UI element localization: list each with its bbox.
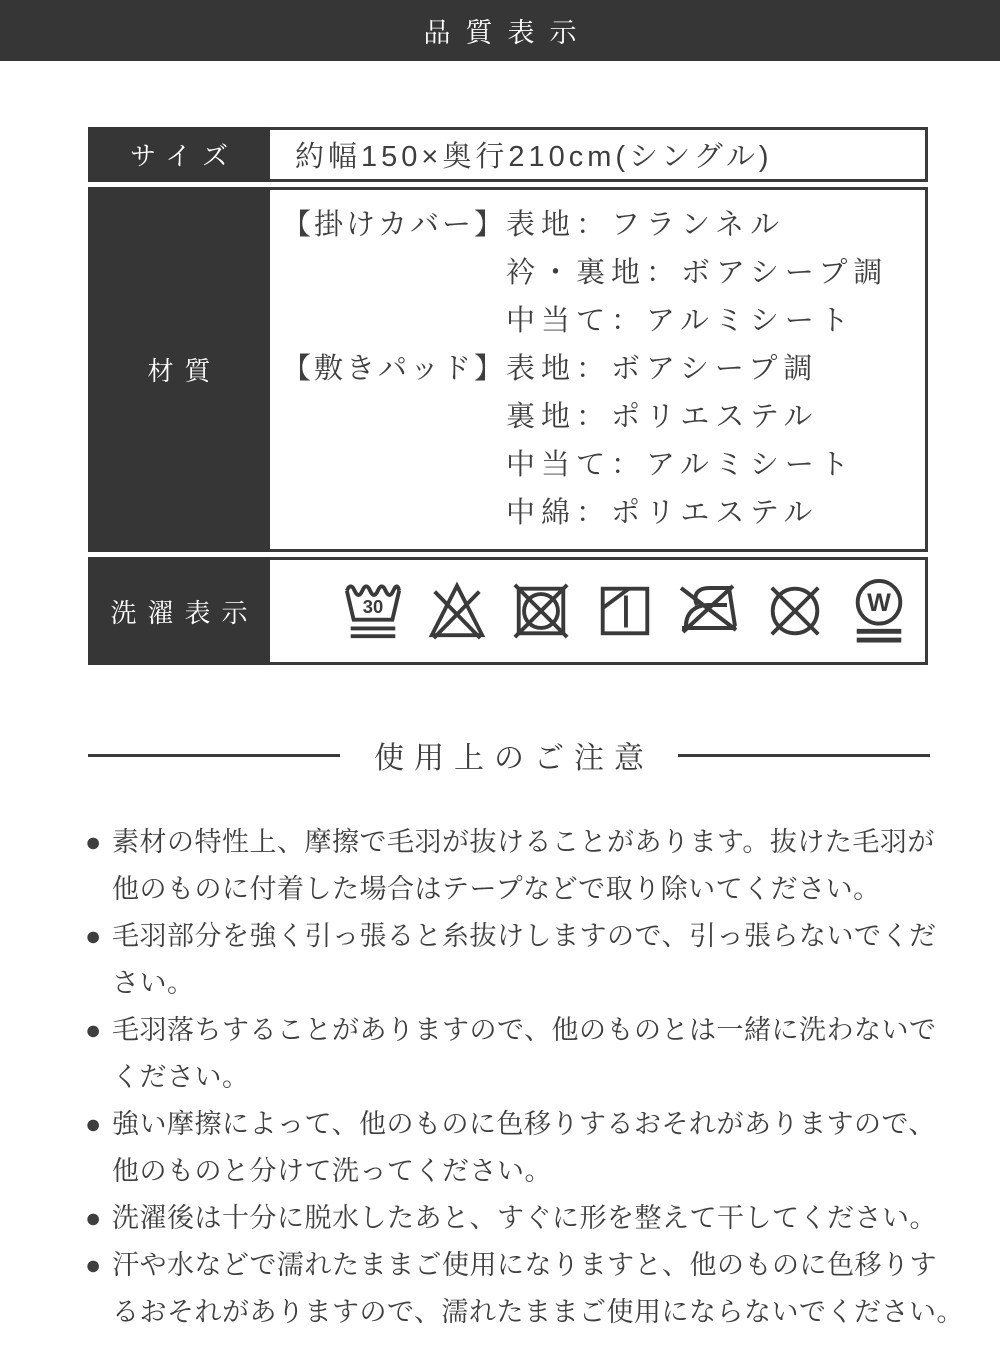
note-item [85,1195,1000,1242]
size-row-label: サイズ [88,127,270,182]
note-continuation-line [85,1148,1000,1195]
notice-header [88,733,930,777]
material-groups [270,187,928,552]
svg-text:30: 30 [362,595,384,617]
note-text: 毛羽部分を強く引っ張ると糸抜けしますので、引っ張らないでくだ [112,921,937,951]
notice-list [85,819,1000,1336]
material-row-label: 材質 [88,187,270,552]
material-group-label: 【掛けカバー】 [282,209,507,241]
notice-rule-left [88,754,340,757]
size-row-value: 約幅150×奥行210cm(シングル) [270,127,928,182]
bullet-icon: ● [85,1109,102,1139]
bullet-icon: ● [85,1203,102,1233]
notice-title: 使用上のご注意 [374,742,654,775]
material-line: 中当て：アルミシート [506,449,855,481]
material-lines [506,345,855,537]
material-group [282,345,925,537]
do-not-bleach-icon [426,579,488,643]
bullet-icon: ● [85,1015,102,1045]
spec-table [88,127,928,665]
note-item [85,1007,1000,1101]
material-group [282,201,925,345]
svg-text:W: W [867,589,891,617]
bullet-icon: ● [85,921,102,951]
line-dry-in-shade-icon [594,579,656,643]
laundry-symbols [270,557,928,665]
note-first-line [85,1242,1000,1289]
wet-cleaning-very-gentle-icon [848,577,910,645]
note-continuation-line [85,1054,1000,1101]
material-line: 中綿：ポリエステル [506,497,819,529]
note-text: 汗や水などで濡れたままご使用になりますと、他のものに色移りす [112,1250,937,1280]
bullet-icon: ● [85,1250,102,1280]
do-not-tumble-dry-icon [510,579,572,643]
material-line: 衿・裏地：ボアシープ調 [506,257,889,289]
note-text: さい。 [112,968,195,998]
page-title: 品質表示 [423,18,592,48]
do-not-iron-icon [678,579,742,643]
note-text: るおそれがありますので、濡れたままご使用にならないでください。 [112,1297,964,1327]
note-first-line [85,819,1000,866]
note-text: 素材の特性上、摩擦で毛羽が抜けることがあります。抜けた毛羽が [112,827,935,857]
do-not-dry-clean-icon [764,579,826,643]
note-first-line [85,913,1000,960]
quality-label-bar [0,0,1000,61]
note-text: 洗濯後は十分に脱水したあと、すぐに形を整えて干してください。 [112,1203,937,1233]
note-continuation-line [85,960,1000,1007]
material-lines [506,201,888,345]
bullet-icon: ● [85,827,102,857]
note-text: 他のものと分けて洗ってください。 [112,1156,552,1186]
material-row [88,187,928,552]
material-line: 表地：ボアシープ調 [506,353,819,385]
wash-tub-30-gentle-icon [342,577,404,645]
material-line: 中当て：アルミシート [506,305,855,337]
note-item [85,819,1000,913]
note-first-line [85,1007,1000,1054]
material-group-label: 【敷きパッド】 [282,353,507,385]
notice-rule-right [678,754,930,757]
note-continuation-line [85,1289,1000,1336]
note-continuation-line [85,866,1000,913]
note-first-line [85,1195,1000,1242]
note-first-line [85,1101,1000,1148]
note-item [85,1242,1000,1336]
note-text: ください。 [112,1062,250,1092]
note-text: 他のものに付着した場合はテープなどで取り除いてください。 [112,874,881,904]
laundry-row [88,557,928,665]
note-item [85,1101,1000,1195]
material-line: 表地：フランネル [506,209,786,241]
laundry-row-label: 洗濯表示 [88,557,270,665]
note-text: 毛羽落ちすることがありますので、他のものとは一緒に洗わないで [112,1015,937,1045]
note-item [85,913,1000,1007]
material-line: 裏地：ポリエステル [506,401,819,433]
note-text: 強い摩擦によって、他のものに色移りするおそれがありますので、 [112,1109,936,1139]
size-row [88,127,928,182]
